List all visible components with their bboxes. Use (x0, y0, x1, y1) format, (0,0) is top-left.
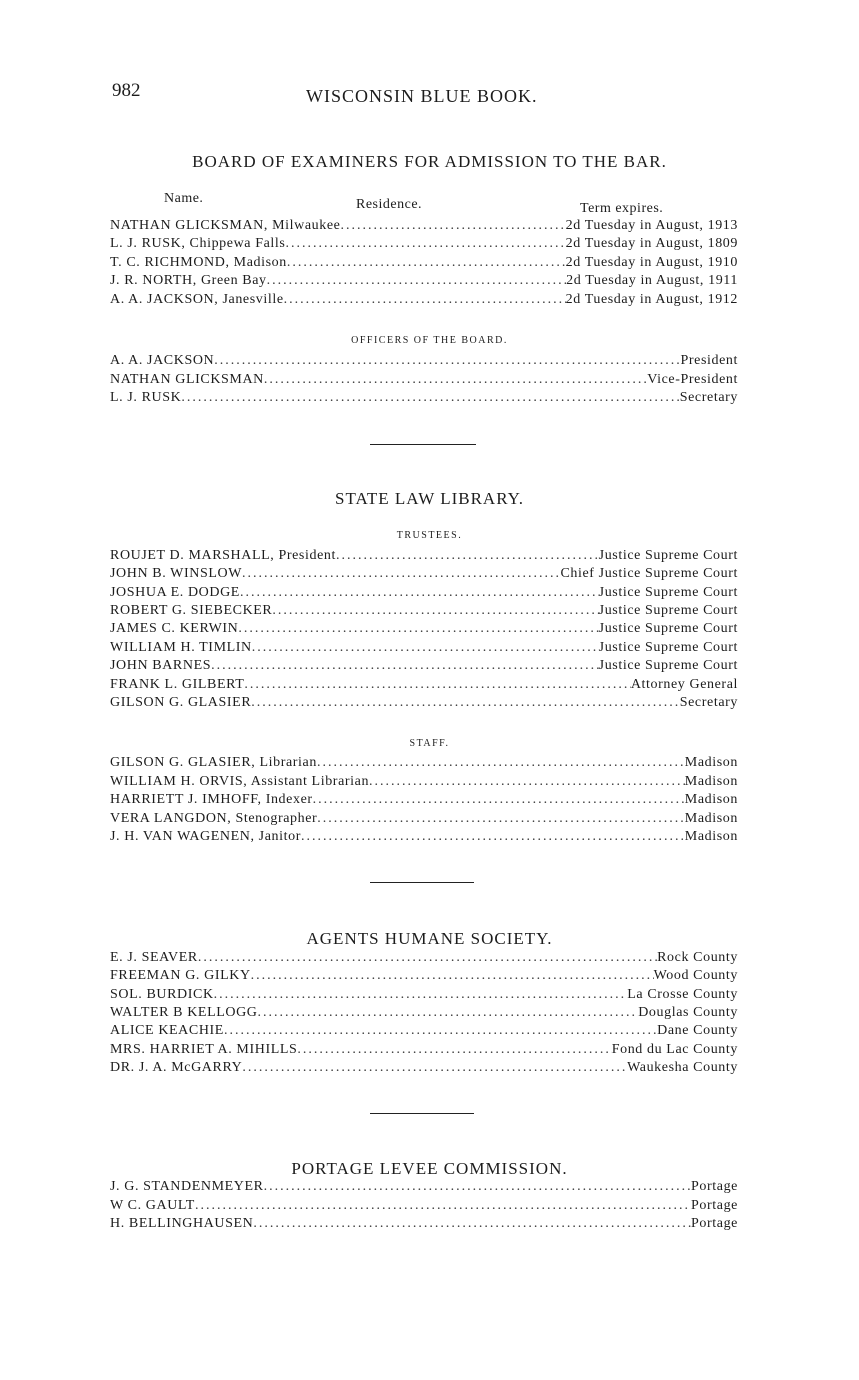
levee-member-row (110, 1198, 738, 1216)
trustee-office: Justice Supreme Court (598, 640, 738, 655)
section-divider (370, 444, 476, 445)
board-member-term: 2d Tuesday in August, 1913 (565, 218, 738, 233)
officer-row (110, 372, 738, 390)
officers-subheading: OFFICERS OF THE BOARD. (351, 335, 508, 346)
trustee-name: JOSHUA E. DODGE (110, 585, 240, 600)
board-member-name: T. C. RICHMOND, Madison (110, 255, 287, 270)
trustee-name: ROBERT G. SIEBECKER (110, 603, 273, 618)
trustee-office: Justice Supreme Court (598, 603, 738, 618)
trustee-row (110, 548, 738, 566)
staff-name: WILLIAM H. ORVIS, Assistant Librarian (110, 774, 370, 789)
staff-row (110, 829, 738, 847)
board-member-row (110, 218, 738, 236)
trustee-office: Attorney General (630, 677, 738, 692)
trustee-name: FRANK L. GILBERT (110, 677, 245, 692)
trustee-name: WILLIAM H. TIMLIN (110, 640, 252, 655)
trustee-office: Justice Supreme Court (598, 658, 738, 673)
levee-title: PORTAGE LEVEE COMMISSION. (291, 1159, 568, 1178)
column-header-name: Name. (164, 191, 204, 206)
board-member-row (110, 255, 738, 273)
staff-subheading: STAFF. (409, 738, 450, 749)
agent-name: FREEMAN G. GILKY (110, 968, 251, 983)
staff-name: GILSON G. GLASIER, Librarian (110, 755, 317, 770)
trustee-name: ROUJET D. MARSHALL, President (110, 548, 336, 563)
officer-role: Secretary (679, 390, 738, 405)
trustee-row (110, 658, 738, 676)
agent-name: E. J. SEAVER (110, 950, 198, 965)
officer-row (110, 390, 738, 408)
agent-county: La Crosse County (627, 987, 738, 1002)
levee-member-residence: Portage (691, 1179, 738, 1194)
board-member-row (110, 292, 738, 310)
officer-name: A. A. JACKSON (110, 353, 215, 368)
staff-residence: Madison (684, 755, 738, 770)
officer-name: NATHAN GLICKSMAN (110, 372, 264, 387)
column-header-residence: Residence. (356, 197, 423, 212)
staff-name: VERA LANGDON, Stenographer (110, 811, 318, 826)
staff-residence: Madison (684, 829, 738, 844)
board-member-term: 2d Tuesday in August, 1911 (566, 273, 738, 288)
section-divider (370, 882, 474, 883)
trustee-row (110, 566, 738, 584)
trustee-row (110, 640, 738, 658)
trustee-office: Justice Supreme Court (598, 621, 738, 636)
staff-residence: Madison (684, 811, 738, 826)
agent-county: Waukesha County (627, 1060, 738, 1075)
board-member-name: L. J. RUSK, Chippewa Falls (110, 236, 286, 251)
levee-member-residence: Portage (691, 1198, 738, 1213)
board-member-term: 2d Tuesday in August, 1912 (565, 292, 738, 307)
board-member-name: NATHAN GLICKSMAN, Milwaukee (110, 218, 341, 233)
agent-row (110, 950, 738, 968)
agent-row (110, 987, 738, 1005)
running-head: WISCONSIN BLUE BOOK. (306, 86, 538, 106)
agent-row (110, 1005, 738, 1023)
trustee-row (110, 603, 738, 621)
staff-row (110, 774, 738, 792)
agent-row (110, 1023, 738, 1041)
agent-county: Rock County (657, 950, 738, 965)
agent-row (110, 968, 738, 986)
levee-member-name: H. BELLINGHAUSEN (110, 1216, 254, 1231)
agent-county: Dane County (657, 1023, 738, 1038)
board-member-name: J. R. NORTH, Green Bay (110, 273, 267, 288)
trustee-name: JOHN B. WINSLOW (110, 566, 243, 581)
staff-residence: Madison (684, 792, 738, 807)
levee-member-name: J. G. STANDENMEYER (110, 1179, 264, 1194)
staff-row (110, 811, 738, 829)
board-member-term: 2d Tuesday in August, 1910 (565, 255, 738, 270)
trustee-office: Justice Supreme Court (598, 548, 738, 563)
agent-name: ALICE KEACHIE (110, 1023, 224, 1038)
officer-role: President (680, 353, 738, 368)
agent-name: MRS. HARRIET A. MIHILLS (110, 1042, 298, 1057)
agent-county: Fond du Lac County (611, 1042, 738, 1057)
library-title: STATE LAW LIBRARY. (335, 489, 524, 508)
trustee-name: GILSON G. GLASIER (110, 695, 252, 710)
agent-county: Douglas County (638, 1005, 738, 1020)
agent-name: DR. J. A. McGARRY (110, 1060, 243, 1075)
humane-title: AGENTS HUMANE SOCIETY. (306, 929, 553, 948)
agent-row (110, 1060, 738, 1078)
agent-row (110, 1042, 738, 1060)
agent-name: WALTER B KELLOGG (110, 1005, 258, 1020)
officer-role: Vice-President (647, 372, 738, 387)
trustee-row (110, 585, 738, 603)
staff-row (110, 755, 738, 773)
levee-member-row (110, 1179, 738, 1197)
staff-residence: Madison (684, 774, 738, 789)
trustee-office: Chief Justice Supreme Court (560, 566, 738, 581)
trustees-subheading: TRUSTEES. (396, 530, 463, 541)
trustee-office: Secretary (679, 695, 738, 710)
staff-name: HARRIETT J. IMHOFF, Indexer (110, 792, 313, 807)
board-member-row (110, 236, 738, 254)
levee-member-row (110, 1216, 738, 1234)
trustee-row (110, 677, 738, 695)
officer-row (110, 353, 738, 371)
trustee-row (110, 621, 738, 639)
section-divider (370, 1113, 474, 1114)
staff-row (110, 792, 738, 810)
staff-name: J. H. VAN WAGENEN, Janitor (110, 829, 301, 844)
column-header-term: Term expires. (580, 201, 664, 216)
agent-county: Wood County (653, 968, 738, 983)
board-member-term: 2d Tuesday in August, 1809 (565, 236, 738, 251)
trustee-name: JAMES C. KERWIN (110, 621, 239, 636)
board-title: BOARD OF EXAMINERS FOR ADMISSION TO THE BAR. (192, 152, 667, 171)
officer-name: L. J. RUSK (110, 390, 182, 405)
agent-name: SOL. BURDICK (110, 987, 214, 1002)
trustee-row (110, 695, 738, 713)
levee-member-name: W C. GAULT (110, 1198, 195, 1213)
board-member-name: A. A. JACKSON, Janesville (110, 292, 284, 307)
levee-member-residence: Portage (691, 1216, 738, 1231)
board-member-row (110, 273, 738, 291)
page-number: 982 (112, 80, 141, 101)
trustee-office: Justice Supreme Court (598, 585, 738, 600)
trustee-name: JOHN BARNES (110, 658, 212, 673)
